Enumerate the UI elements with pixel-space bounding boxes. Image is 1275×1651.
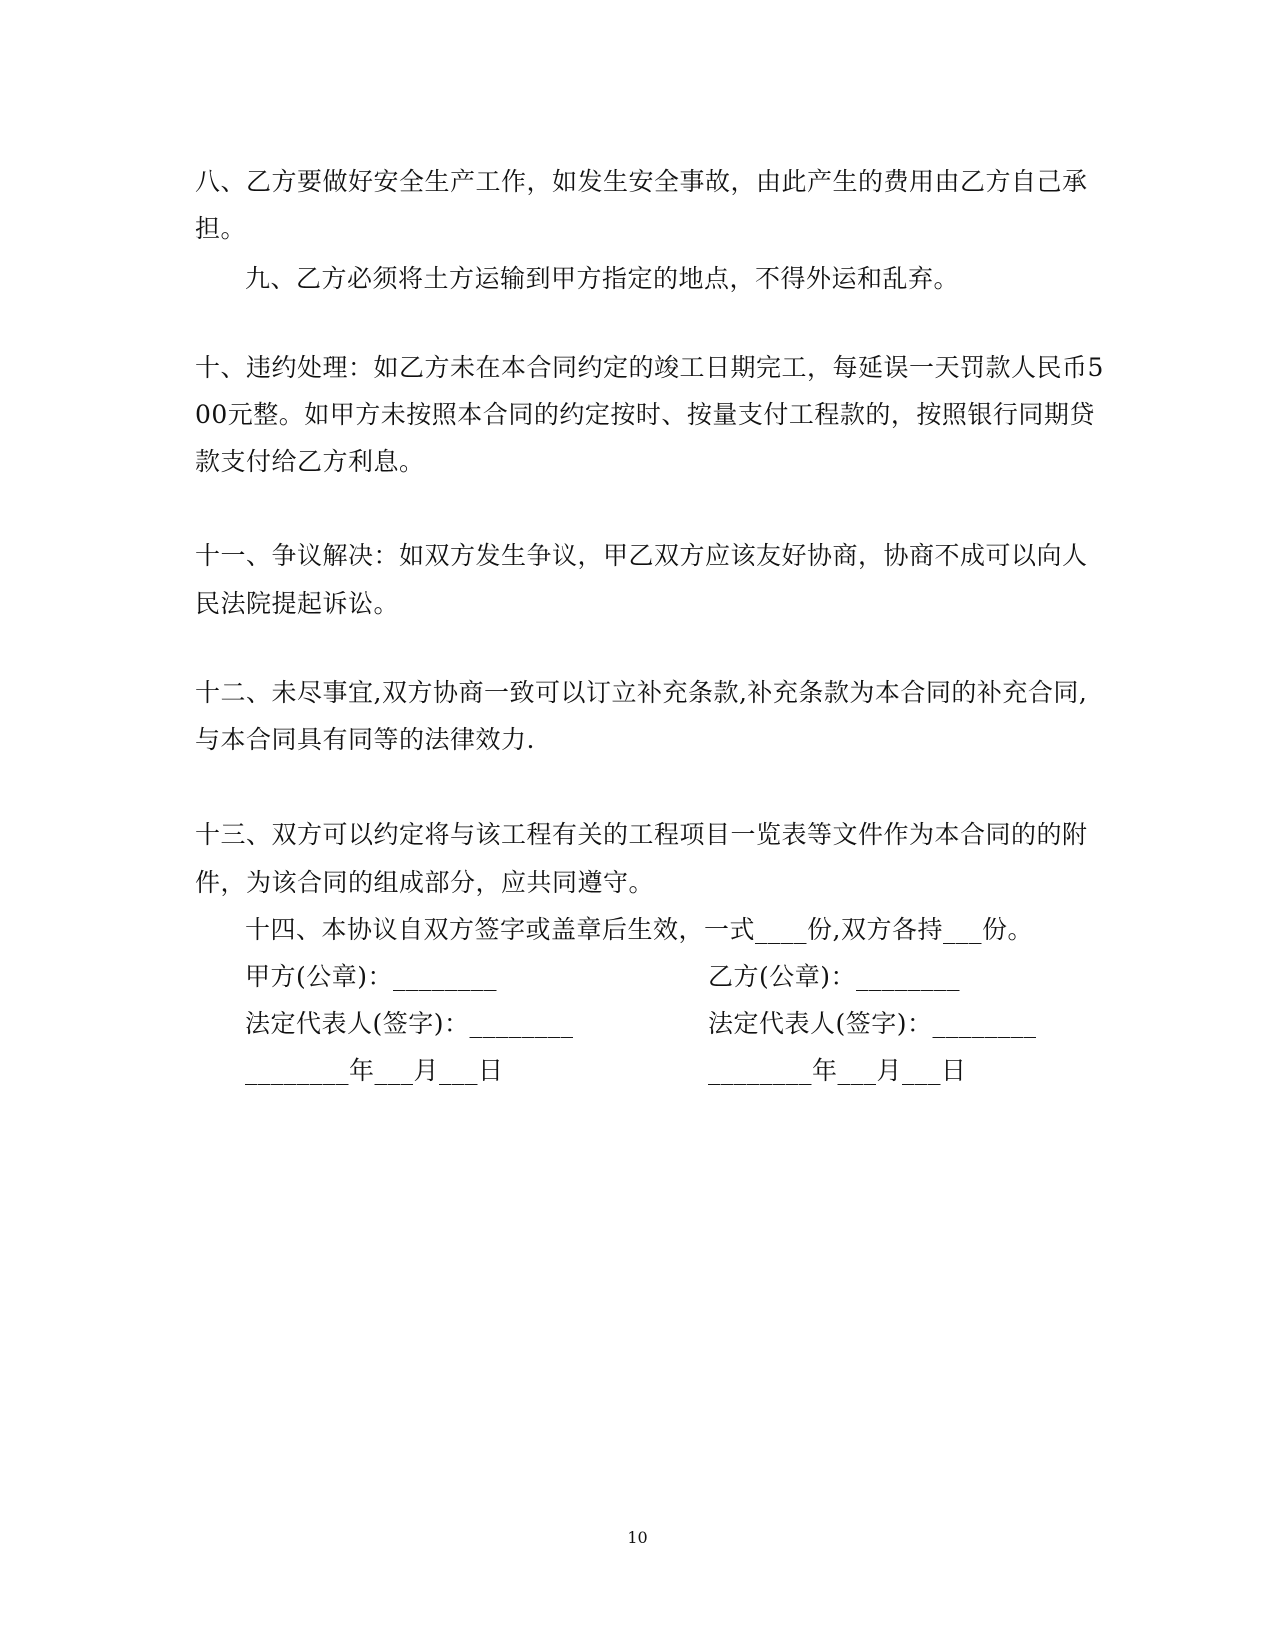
clause-8-line-1: 八、乙方要做好安全生产工作，如发生安全事故，由此产生的费用由乙方自己承 [195, 167, 1088, 196]
clause-10-line-1: 十、违约处理：如乙方未在本合同约定的竣工日期完工，每延误一天罚款人民币5 [195, 353, 1104, 382]
clause-12-line-2: 与本合同具有同等的法律效力. [195, 725, 535, 754]
party-b-seal: 乙方(公章)：________ [708, 962, 961, 991]
clause-11-line-1: 十一、争议解决：如双方发生争议，甲乙双方应该友好协商，协商不成可以向人 [195, 541, 1088, 570]
clause-12-line-1: 十二、未尽事宜,双方协商一致可以订立补充条款,补充条款为本合同的补充合同, [195, 678, 1088, 707]
party-b-representative: 法定代表人(签字)：________ [708, 1009, 1037, 1038]
party-a-representative: 法定代表人(签字)：________ [245, 1009, 574, 1038]
party-a-date: ________年___月___日 [245, 1056, 504, 1085]
party-b-date: ________年___月___日 [708, 1056, 967, 1085]
clause-13-line-2: 件，为该合同的组成部分，应共同遵守。 [195, 868, 655, 897]
clause-13-line-1: 十三、双方可以约定将与该工程有关的工程项目一览表等文件作为本合同的的附 [195, 820, 1088, 849]
clause-14-line-1: 十四、本协议自双方签字或盖章后生效，一式____份,双方各持___份。 [245, 915, 1033, 944]
clause-11-line-2: 民法院提起诉讼。 [195, 589, 400, 618]
clause-9-line-1: 九、乙方必须将土方运输到甲方指定的地点，不得外运和乱弃。 [245, 264, 960, 293]
clause-8-line-2: 担。 [195, 214, 247, 243]
party-a-seal: 甲方(公章)：________ [245, 962, 498, 991]
page-number: 10 [627, 1528, 648, 1547]
clause-10-line-2: 00元整。如甲方未按照本合同的约定按时、按量支付工程款的，按照银行同期贷 [195, 400, 1095, 429]
clause-10-line-3: 款支付给乙方利息。 [195, 447, 425, 476]
